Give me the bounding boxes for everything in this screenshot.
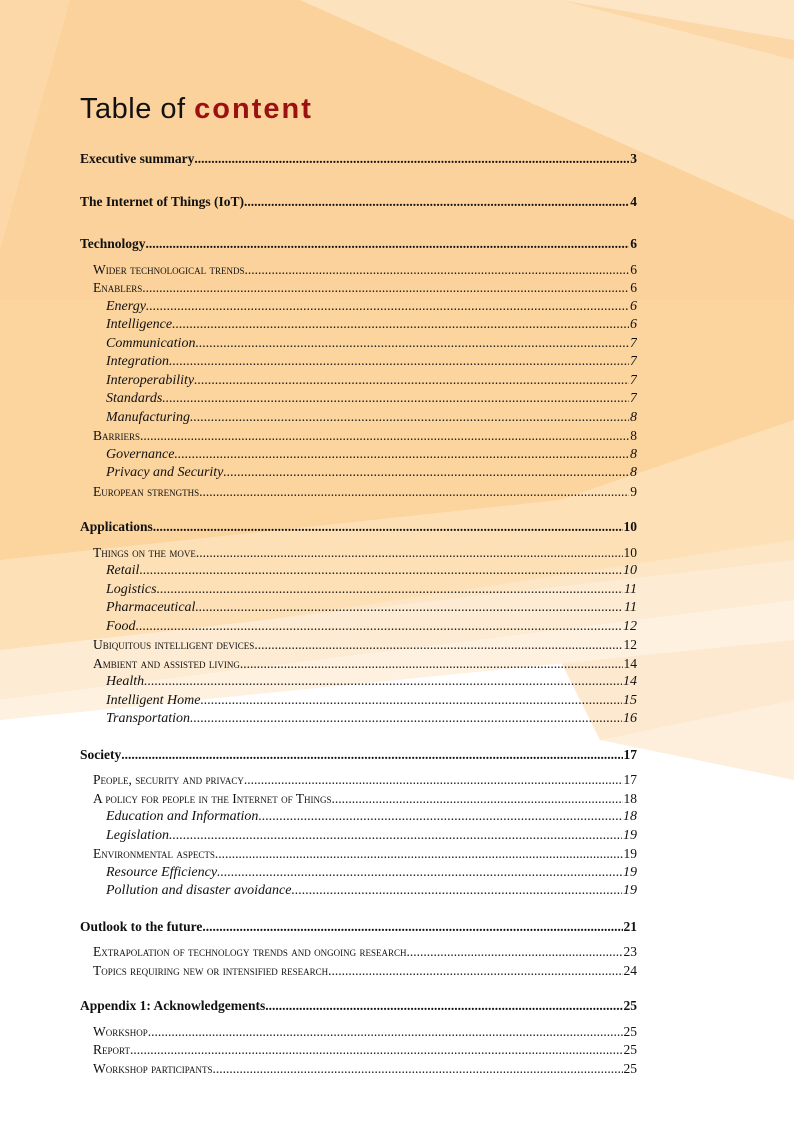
toc-entry-page: 19 (623, 883, 637, 898)
toc-entry[interactable] (93, 483, 637, 502)
toc-entry-label: Appendix 1: Acknowledgements (80, 998, 266, 1013)
toc-entry-label: The Internet of Things (IoT) (80, 193, 245, 209)
toc-entry-label: Education and Information (106, 809, 259, 824)
toc-entry-label: Report (93, 1042, 130, 1057)
toc-entry-label: Environmental aspects (93, 846, 215, 861)
toc-entry[interactable] (106, 692, 637, 711)
toc-entry-page: 4 (630, 193, 637, 209)
toc-entry-label: Integration (106, 354, 169, 369)
toc-entry[interactable] (93, 427, 637, 446)
dot-leader (146, 298, 629, 317)
toc-entry[interactable] (106, 446, 637, 465)
dot-leader (265, 997, 622, 1016)
toc-entry-label: Standards (106, 391, 163, 406)
toc-entry[interactable] (93, 1060, 637, 1079)
dot-leader (121, 746, 622, 765)
dot-leader (153, 518, 623, 537)
toc-entry[interactable] (106, 316, 637, 335)
toc-entry-page: 11 (624, 600, 637, 615)
dot-leader (140, 427, 629, 446)
toc-entry-page: 6 (630, 261, 637, 277)
toc-entry[interactable] (93, 771, 637, 790)
dot-leader (139, 562, 622, 581)
toc-entry[interactable] (106, 673, 637, 692)
dot-leader (200, 692, 622, 711)
toc-entry-page: 25 (623, 998, 637, 1013)
toc-entry[interactable] (80, 518, 637, 537)
dot-leader (328, 962, 622, 981)
toc-entry-label: Interoperability (106, 372, 195, 388)
toc-entry[interactable] (106, 335, 637, 354)
dot-leader (202, 918, 622, 937)
title-part1: Table of (80, 93, 186, 125)
toc-entry-page: 6 (630, 236, 637, 251)
toc-entry-page: 7 (630, 372, 637, 388)
dot-leader (196, 544, 623, 563)
dot-leader (130, 1041, 623, 1060)
toc-entry[interactable] (106, 882, 637, 901)
dot-leader (136, 618, 622, 637)
toc-entry-label: Intelligence (106, 317, 173, 332)
toc-entry-label: Resource Efficiency (106, 864, 218, 880)
dot-leader (162, 390, 629, 409)
toc-entry-page: 12 (623, 637, 637, 652)
toc-entry[interactable] (93, 790, 637, 809)
toc-entry-label: Governance (106, 446, 175, 462)
dot-leader (244, 261, 629, 280)
dot-leader (212, 1060, 622, 1079)
toc-entry-label: Things on the move (93, 544, 196, 560)
dot-leader (144, 673, 622, 692)
dot-leader (148, 1023, 623, 1042)
toc-entry[interactable] (80, 997, 637, 1016)
dot-leader (190, 409, 629, 428)
toc-entry-label: Pollution and disaster avoidance (106, 883, 292, 898)
toc-entry[interactable] (106, 372, 637, 391)
toc-entry-page: 14 (623, 655, 637, 671)
toc-entry-label: Workshop (93, 1023, 148, 1039)
dot-leader (195, 599, 623, 618)
toc-entry[interactable] (80, 918, 637, 937)
toc-entry-label: Retail (106, 563, 140, 578)
toc-entry[interactable] (93, 544, 637, 563)
toc-entry-label: European strengths (93, 483, 200, 499)
dot-leader (254, 636, 622, 655)
toc-entry[interactable] (106, 599, 637, 618)
toc-entry[interactable] (93, 655, 637, 674)
title-part2: content (194, 93, 313, 125)
toc-entry-page: 7 (630, 391, 637, 406)
toc-entry-page: 11 (624, 581, 637, 597)
toc-entry-page: 18 (623, 790, 637, 806)
toc-entry-label: People, security and privacy (93, 772, 244, 787)
dot-leader (157, 581, 623, 600)
toc-entry-label: Energy (106, 298, 146, 314)
dot-leader (174, 446, 629, 465)
toc-entry-page: 6 (630, 317, 637, 332)
dot-leader (172, 316, 629, 335)
toc-entry-page: 10 (623, 563, 637, 578)
toc-entry-page: 6 (630, 298, 637, 314)
toc-entry[interactable] (106, 618, 637, 637)
dot-leader (240, 655, 623, 674)
toc-entry-label: A policy for people in the Internet of Things (93, 790, 332, 806)
toc-entry[interactable] (93, 261, 637, 280)
dot-leader (142, 279, 629, 298)
dot-leader (169, 353, 629, 372)
page-title (80, 93, 313, 126)
toc-entry-page: 21 (623, 918, 637, 934)
toc-entry[interactable] (106, 390, 637, 409)
dot-leader (169, 827, 622, 846)
toc-entry[interactable] (106, 710, 637, 729)
toc-entry-label: Ubiquitous intelligent devices (93, 637, 255, 652)
toc-entry[interactable] (106, 353, 637, 372)
dot-leader (332, 790, 623, 809)
toc-entry-page: 16 (623, 711, 637, 726)
toc-entry-label: Workshop participants (93, 1060, 213, 1076)
toc-entry[interactable] (93, 1041, 637, 1060)
toc-entry-page: 23 (623, 944, 637, 959)
toc-entry-page: 8 (630, 446, 637, 462)
toc-entry-page: 8 (630, 409, 637, 425)
dot-leader (194, 150, 629, 169)
toc-entry-page: 25 (623, 1060, 637, 1076)
toc-entry-page: 17 (623, 746, 637, 762)
toc-entry[interactable] (80, 193, 637, 212)
toc-entry-page: 7 (630, 354, 637, 369)
toc-entry-label: Outlook to the future (80, 918, 203, 934)
toc-entry-page: 9 (630, 483, 637, 499)
table-of-contents (80, 150, 637, 1078)
toc-entry-page: 10 (623, 519, 637, 534)
toc-entry-page: 25 (623, 1023, 637, 1039)
dot-leader (195, 335, 629, 354)
toc-entry-page: 24 (623, 962, 637, 978)
toc-entry[interactable] (106, 827, 637, 846)
dot-leader (244, 193, 629, 212)
toc-entry[interactable] (93, 279, 637, 298)
toc-entry-label: Applications (80, 519, 153, 534)
toc-entry-label: Food (106, 618, 136, 634)
toc-entry-page: 10 (623, 544, 637, 560)
toc-entry-page: 19 (623, 827, 637, 843)
toc-entry-page: 6 (630, 280, 637, 295)
toc-entry-label: Privacy and Security (106, 465, 224, 480)
toc-entry-label: Ambient and assisted living (93, 655, 240, 671)
toc-entry-page: 18 (623, 809, 637, 824)
toc-entry-label: Extrapolation of technology trends and ongoing research (93, 944, 407, 959)
toc-entry-page: 15 (623, 692, 637, 708)
toc-entry-page: 8 (630, 465, 637, 480)
toc-entry-page: 12 (623, 618, 637, 634)
toc-entry-label: Technology (80, 236, 146, 251)
toc-entry[interactable] (106, 562, 637, 581)
toc-entry[interactable] (93, 845, 637, 864)
dot-leader (146, 235, 630, 254)
dot-leader (258, 808, 622, 827)
toc-entry-label: Wider technological trends (93, 261, 245, 277)
toc-entry-page: 25 (623, 1042, 637, 1057)
toc-entry-label: Intelligent Home (106, 692, 201, 708)
toc-entry-label: Pharmaceutical (106, 600, 196, 615)
dot-leader (223, 464, 629, 483)
toc-entry[interactable] (106, 581, 637, 600)
dot-leader (407, 943, 623, 962)
toc-entry-page: 7 (630, 335, 637, 351)
toc-entry-label: Logistics (106, 581, 157, 597)
toc-entry[interactable] (106, 409, 637, 428)
toc-entry[interactable] (93, 1023, 637, 1042)
toc-entry-label: Barriers (93, 428, 141, 443)
toc-entry-label: Transportation (106, 711, 191, 726)
toc-entry[interactable] (80, 746, 637, 765)
toc-entry-page: 14 (623, 674, 637, 689)
toc-entry-label: Enablers (93, 280, 143, 295)
dot-leader (291, 882, 622, 901)
toc-entry-label: Legislation (106, 827, 170, 843)
dot-leader (194, 372, 629, 391)
toc-entry-label: Society (80, 746, 122, 762)
toc-entry[interactable] (80, 235, 637, 254)
toc-entry-label: Executive summary (80, 151, 195, 166)
dot-leader (215, 845, 623, 864)
dot-leader (244, 771, 623, 790)
toc-entry[interactable] (106, 808, 637, 827)
toc-entry-label: Manufacturing (106, 409, 190, 425)
toc-entry-page: 19 (623, 846, 637, 861)
toc-entry-page: 19 (623, 864, 637, 880)
dot-leader (190, 710, 622, 729)
toc-entry[interactable] (106, 864, 637, 883)
toc-entry[interactable] (80, 150, 637, 169)
toc-entry-label: Topics requiring new or intensified research (93, 962, 329, 978)
toc-entry[interactable] (93, 943, 637, 962)
toc-entry-page: 3 (630, 151, 637, 166)
toc-entry[interactable] (106, 464, 637, 483)
toc-entry[interactable] (106, 298, 637, 317)
toc-entry-label: Health (106, 674, 145, 689)
toc-entry[interactable] (93, 636, 637, 655)
dot-leader (199, 483, 629, 502)
toc-entry-page: 8 (630, 428, 637, 443)
toc-entry-label: Communication (106, 335, 196, 351)
dot-leader (217, 864, 622, 883)
toc-entry[interactable] (93, 962, 637, 981)
toc-entry-page: 17 (623, 772, 637, 787)
